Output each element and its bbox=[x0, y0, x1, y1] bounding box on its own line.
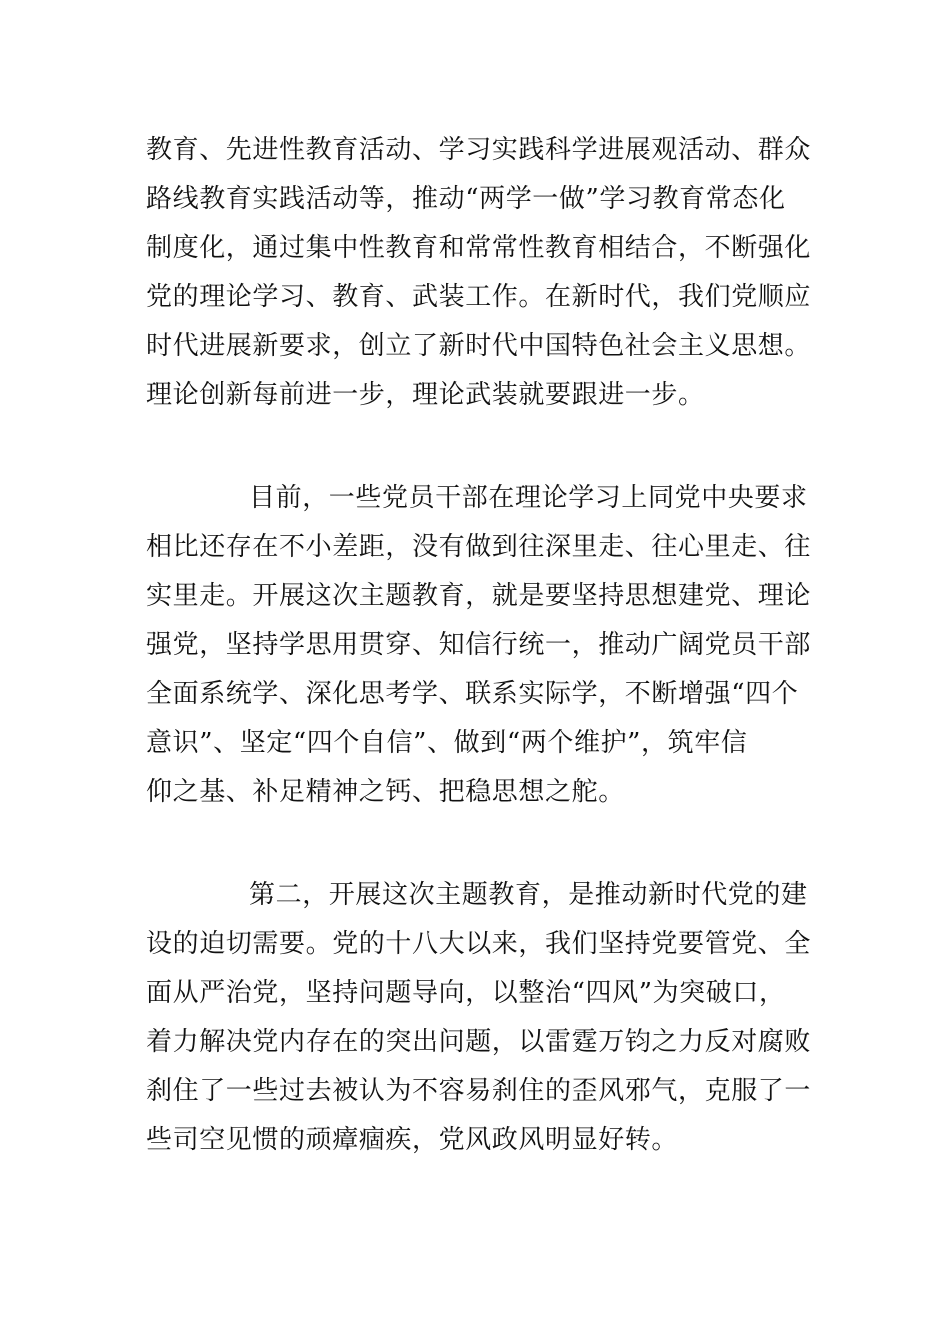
paragraph-line: 实里走。开展这次主题教育，就是要坚持思想建党、理论 bbox=[146, 581, 812, 611]
paragraph-line: 全面系统学、深化思考学、联系实际学，不断增强“四个 bbox=[146, 679, 799, 709]
paragraph-line: 着力解决党内存在的突出问题，以雷霆万钧之力反对腐败 bbox=[146, 1027, 812, 1057]
paragraph-line: 第二，开展这次主题教育，是推动新时代党的建 bbox=[249, 880, 808, 910]
paragraph-2 bbox=[146, 474, 810, 817]
paragraph-line: 路线教育实践活动等，推动“两学一做”学习教育常态化 bbox=[146, 184, 786, 214]
paragraph-line: 仰之基、补足精神之钙、把稳思想之舵。 bbox=[146, 777, 625, 807]
paragraph-line: 目前，一些党员干部在理论学习上同党中央要求 bbox=[249, 483, 808, 513]
paragraph-line: 些司空见惯的顽瘴痼疾，党风政风明显好转。 bbox=[146, 1125, 679, 1155]
paragraph-line: 理论创新每前进一步，理论武装就要跟进一步。 bbox=[146, 380, 705, 410]
paragraph-line: 党的理论学习、教育、武装工作。在新时代，我们党顺应 bbox=[146, 282, 812, 312]
paragraph-line: 设的迫切需要。党的十八大以来，我们坚持党要管党、全 bbox=[146, 929, 812, 959]
paragraph-line: 强党，坚持学思用贯穿、知信行统一，推动广阔党员干部 bbox=[146, 630, 812, 660]
paragraph-line: 时代进展新要求，创立了新时代中国特色社会主义思想。 bbox=[146, 331, 812, 361]
paragraph-line: 刹住了一些过去被认为不容易刹住的歪风邪气，克服了一 bbox=[146, 1076, 812, 1106]
paragraph-3 bbox=[146, 871, 810, 1165]
paragraph-line: 教育、先进性教育活动、学习实践科学进展观活动、群众 bbox=[146, 135, 812, 165]
paragraph-line: 制度化，通过集中性教育和常常性教育相结合，不断强化 bbox=[146, 233, 812, 263]
paragraph-1 bbox=[146, 126, 810, 420]
paragraph-line: 面从严治党，坚持问题导向，以整治“四风”为突破口， bbox=[146, 978, 786, 1008]
paragraph-line: 相比还存在不小差距，没有做到往深里走、往心里走、往 bbox=[146, 532, 812, 562]
paragraph-line: 意识”、坚定“四个自信”、做到“两个维护”，筑牢信 bbox=[146, 728, 748, 758]
